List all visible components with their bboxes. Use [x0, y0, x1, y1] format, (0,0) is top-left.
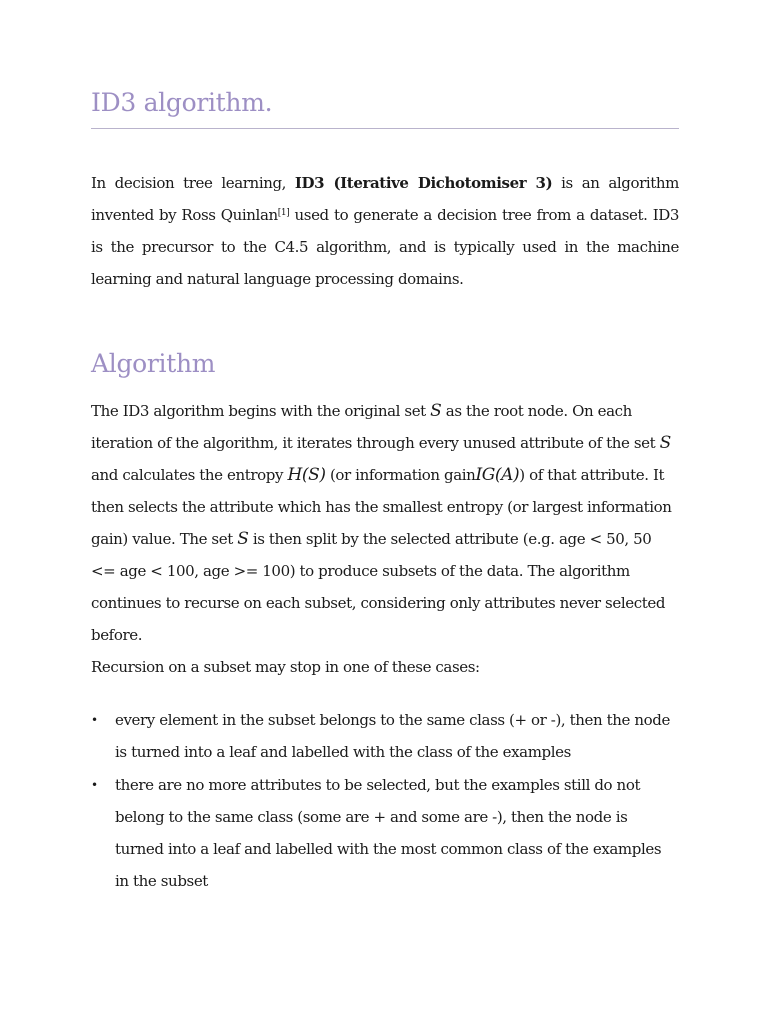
list-item [91, 769, 679, 897]
intro-text-3: used to generate a decision tree from a dataset. ID3 is the precursor to the C4.5 algorithm, and is typically used in the machine learning and natural language processing domains. [91, 206, 679, 288]
algo-text-6: is then split by the selected attribute (e.g. age < 50, 50 <= age < 100, age >= 100) to produce subsets of the data. The algorithm continues to recurse on each subset, considering only attributes never selected before. [91, 530, 666, 644]
algo-text-2: as the root node. On each iteration of the algorithm, it iterates through every unused attribute of the set [91, 402, 660, 452]
title-divider [91, 128, 679, 129]
stop-cases-list [91, 704, 679, 898]
math-set-s: S [430, 401, 442, 421]
intro-text-2: is an algorithm invented by Ross Quinlan [91, 174, 679, 224]
algo-text-3: and calculates the entropy [91, 466, 288, 484]
section-heading-algorithm: Algorithm [91, 349, 216, 378]
list-item [91, 704, 679, 768]
algo-text-5: ) of that attribute. It then selects the attribute which has the smallest entropy (or largest information gain) value. The set [91, 466, 672, 548]
recursion-text: Recursion on a subset may stop in one of these cases: [91, 658, 480, 676]
intro-paragraph [91, 167, 679, 295]
citation-link[interactable]: [1] [277, 208, 290, 218]
algo-text-1: The ID3 algorithm begins with the original set [91, 402, 431, 420]
intro-text-1: In decision tree learning, [91, 174, 295, 192]
math-entropy: H(S) [287, 465, 326, 485]
bullet-icon: • [91, 778, 98, 792]
page-title: ID3 algorithm. [91, 88, 273, 117]
math-set-s: S [237, 529, 249, 549]
math-set-s: S [659, 433, 671, 453]
bullet-icon: • [91, 713, 98, 727]
list-item-text: there are no more attributes to be selected, but the examples still do not belong to the same class (some are + and some are -), then the node is turned into a leaf and labelled with the most common class of the examples in the subset [115, 776, 662, 890]
math-info-gain: IG(A) [475, 465, 520, 485]
algo-text-4: (or information gain [325, 466, 476, 484]
intro-term: ID3 (Iterative Dichotomiser 3) [294, 174, 553, 192]
algorithm-paragraph [91, 395, 679, 683]
list-item-text: every element in the subset belongs to the same class (+ or -), then the node is turned into a leaf and labelled with the class of the examples [115, 711, 670, 761]
